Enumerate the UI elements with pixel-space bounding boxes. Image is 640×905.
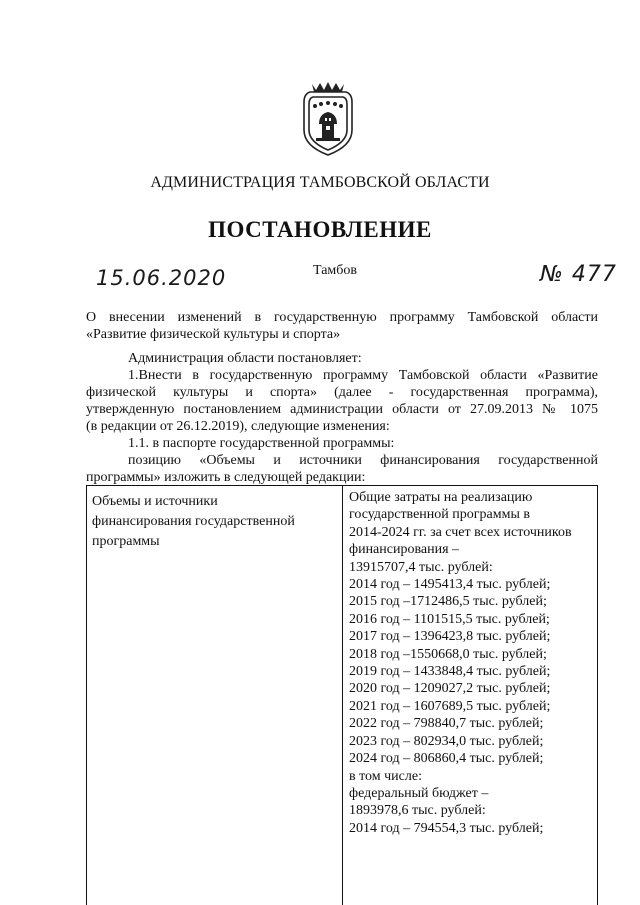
table-right-cell <box>349 489 597 837</box>
body-line: утвержденную постановлением администрации области от 27.09.2013 № 1075 <box>86 402 598 417</box>
table-right-line: 2018 год –1550668,0 тыс. рублей; <box>349 646 547 662</box>
table-right-line: 2023 год – 802934,0 тыс. рублей; <box>349 733 544 749</box>
table-right-line: 2014 год – 1495413,4 тыс. рублей; <box>349 577 551 593</box>
table-left-line: программы <box>92 534 160 549</box>
subject-line: «Развитие физической культуры и спорта» <box>86 327 341 342</box>
table-right-line: финансирования – <box>349 542 460 558</box>
table-right-line: государственной программы в <box>349 507 530 523</box>
body-line: 1.Внести в государственную программу Тамбовской области «Развитие <box>128 368 598 383</box>
table-right-line: в том числе: <box>349 768 422 784</box>
body-line: физической культуры и спорта» (далее - государственная программа), <box>86 385 598 400</box>
table-right-line: федеральный бюджет – <box>349 785 489 801</box>
tambov-coat-of-arms-icon <box>298 80 358 158</box>
table-right-line: 2021 год – 1607689,5 тыс. рублей; <box>349 698 551 714</box>
table-right-line: 2014 год – 794554,3 тыс. рублей; <box>349 820 544 836</box>
body-line: программы» изложить в следующей редакции: <box>86 470 366 485</box>
table-right-line: Общие затраты на реализацию <box>349 490 533 505</box>
table-right-line: 2019 год – 1433848,4 тыс. рублей; <box>349 664 551 680</box>
body-line: (в редакции от 26.12.2019), следующие изменения: <box>86 419 390 434</box>
table-right-line: 2022 год – 798840,7 тыс. рублей; <box>349 716 544 732</box>
body-paragraph: 1.1. в паспорте государственной программы: <box>128 436 395 451</box>
table-column-divider <box>342 486 343 905</box>
table-left-line: Объемы и источники <box>92 494 218 509</box>
subject-line: О внесении изменений в государственную программу Тамбовской области <box>86 310 598 325</box>
table-left-cell <box>92 492 336 552</box>
body-line: позицию «Объемы и источники финансирования государственной <box>128 453 598 468</box>
city-name: Тамбов <box>313 263 358 278</box>
organization-title: АДМИНИСТРАЦИЯ ТАМБОВСКОЙ ОБЛАСТИ <box>150 174 490 191</box>
table-right-line: 2016 год – 1101515,5 тыс. рублей; <box>349 611 550 627</box>
table-right-line: 13915707,4 тыс. рублей: <box>349 559 493 575</box>
table-right-line: 2020 год – 1209027,2 тыс. рублей; <box>349 681 551 697</box>
document-body <box>86 350 598 486</box>
body-paragraph: Администрация области постановляет: <box>128 351 362 366</box>
table-right-line: 2024 год – 806860,4 тыс. рублей; <box>349 751 544 767</box>
table-right-line: 1893978,6 тыс. рублей: <box>349 803 486 819</box>
document-type-title: ПОСТАНОВЛЕНИЕ <box>208 217 432 242</box>
handwritten-date: 15.06.2020 <box>96 266 227 290</box>
table-right-line: 2014-2024 гг. за счет всех источников <box>349 524 572 540</box>
document-subject <box>86 309 598 343</box>
table-left-line: финансирования государственной <box>92 514 295 529</box>
table-right-line: 2017 год – 1396423,8 тыс. рублей; <box>349 629 551 645</box>
table-right-line: 2015 год –1712486,5 тыс. рублей; <box>349 594 547 610</box>
handwritten-number: № 477 <box>540 262 617 287</box>
funding-table <box>86 485 598 905</box>
